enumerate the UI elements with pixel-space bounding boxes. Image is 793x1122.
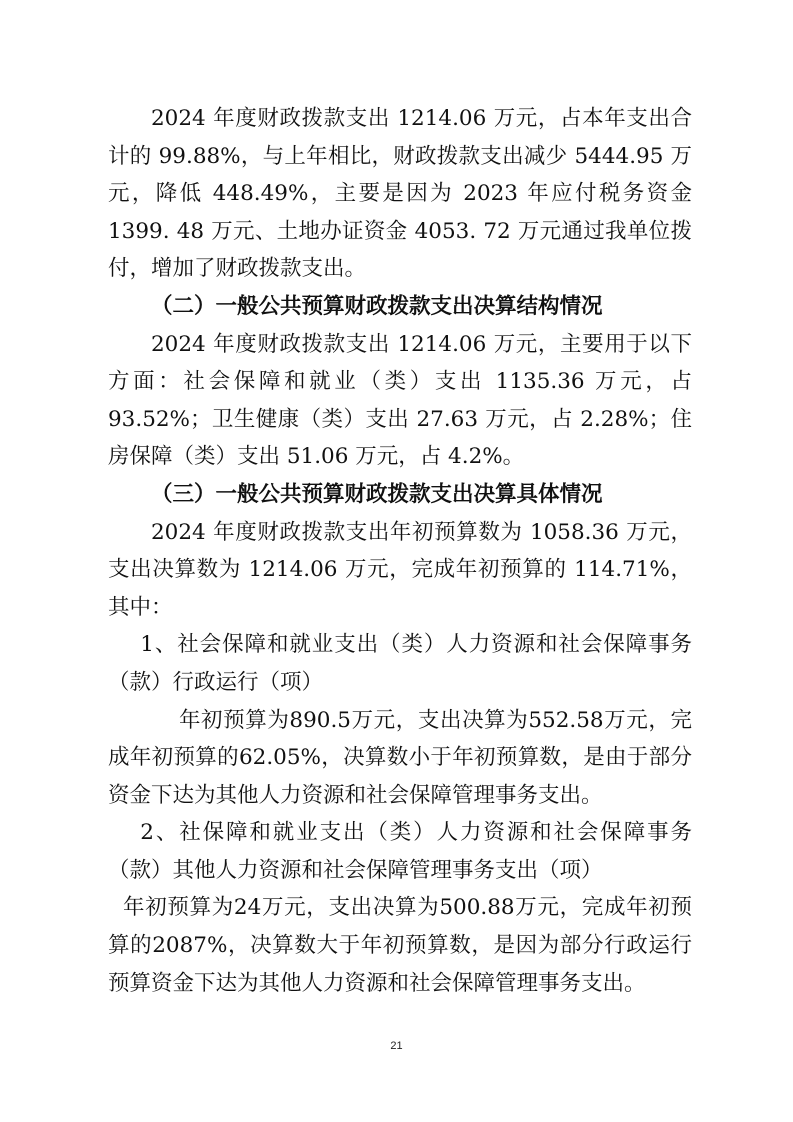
item-2-title: 2、社保障和就业支出（类）人力资源和社会保障事务（款）其他人力资源和社会保障管理事务支出（项） bbox=[108, 820, 692, 883]
page-number: 21 bbox=[390, 1040, 403, 1052]
heading-structure: （二）一般公共预算财政拨款支出决算结构情况 bbox=[151, 293, 603, 319]
item-2-body: 年初预算为24万元，支出决算为500.88万元，完成年初预算的2087%，决算数大于年初预算数，是因为部分行政运行预算资金下达为其他人力资源和社会保障管理事务支出。 bbox=[108, 895, 692, 996]
paragraph-structure: 2024 年度财政拨款支出 1214.06 万元，主要用于以下方面：社会保障和就业（类）支出 1135.36 万元，占 93.52%；卫生健康（类）支出 27.63 万元，占 2.28%；住房保障（类）支出 51.06 万元，占 4.2%。 bbox=[108, 331, 692, 470]
paragraph-details: 2024 年度财政拨款支出年初预算数为 1058.36 万元，支出决算数为 1214.06 万元，完成年初预算的 114.71%，其中： bbox=[108, 519, 692, 620]
paragraph-total-expenditure: 2024 年度财政拨款支出 1214.06 万元，占本年支出合计的 99.88%，与上年相比，财政拨款支出减少 5444.95 万元，降低 448.49%，主要是因为 2023 年应付税务资金 1399. 48 万元、土地办证资金 4053. 72 万元通过我单位拨付，增加了财政拨款支出。 bbox=[108, 106, 692, 282]
item-1-body: 年初预算为890.5万元，支出决算为552.58万元，完成年初预算的62.05%，决算数小于年初预算数，是由于部分资金下达为其他人力资源和社会保障管理事务支出。 bbox=[108, 707, 692, 808]
heading-details: （三）一般公共预算财政拨款支出决算具体情况 bbox=[151, 481, 603, 507]
item-1-title: 1、社会保障和就业支出（类）人力资源和社会保障事务（款）行政运行（项） bbox=[108, 632, 692, 695]
page-content bbox=[108, 100, 692, 1002]
